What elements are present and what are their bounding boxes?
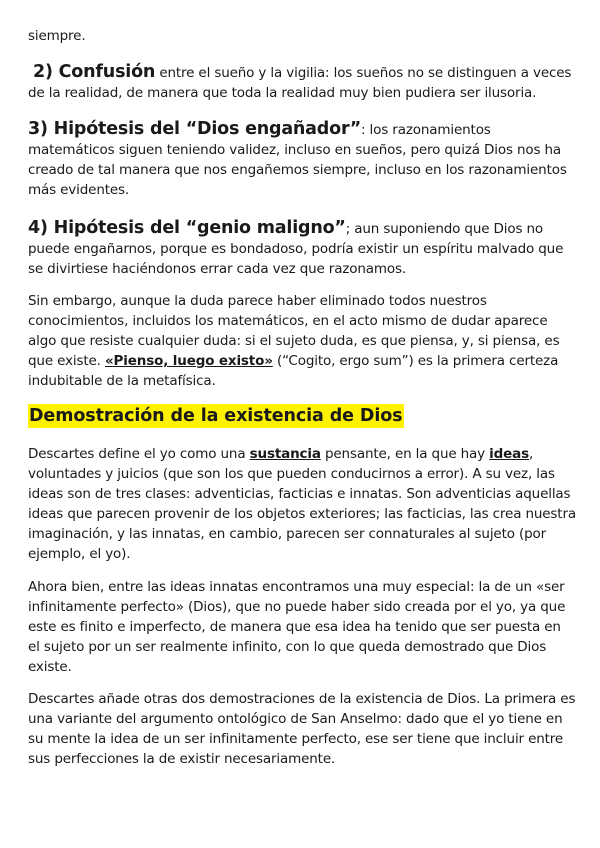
heading-genio-maligno: 4) Hipótesis del “genio maligno” bbox=[28, 218, 346, 238]
section-title: Demostración de la existencia de Dios bbox=[29, 406, 403, 426]
paragraph-text: (“Cogito, ergo sum”) es la primera certeza indubitable de la metafísica. bbox=[28, 353, 559, 389]
paragraph-text: Descartes define el yo como una bbox=[28, 446, 250, 462]
heading-confusion: 2) Confusión bbox=[33, 62, 156, 82]
cogito-emphasis: «Pienso, luego existo» bbox=[104, 353, 273, 369]
paragraph-text: Sin embargo, aunque la duda parece haber eliminado todos nuestros conocimientos, incluidos los matemáticos, en el acto mismo de dudar aparece algo que resiste cualquier duda: si el sujeto duda, es que piensa, y, si piensa, es que existe. bbox=[28, 293, 560, 369]
paragraph-ser-infinito bbox=[28, 577, 576, 677]
paragraph-dios-enganador bbox=[28, 119, 576, 200]
paragraph-cogito bbox=[28, 291, 576, 391]
paragraph-genio-maligno bbox=[28, 218, 576, 279]
paragraph-ontologico bbox=[28, 689, 576, 769]
paragraph-text: Ahora bien, entre las ideas innatas encontramos una muy especial: la de un «ser infinitamente perfecto» (Dios), que no puede haber sido creada por el yo, ya que este es finito e imperfecto, de manera que esa idea ha tenido que ser puesta en el sujeto por un ser realmente infinito, con lo que queda demostrado que Dios existe. bbox=[28, 579, 566, 675]
paragraph-continuation bbox=[28, 26, 576, 46]
term-ideas: ideas bbox=[489, 446, 530, 462]
paragraph-text: ; aun suponiendo que Dios no puede engañarnos, porque es bondadoso, podría existir un espíritu malvado que se divirtiese haciéndonos errar cada vez que razonamos. bbox=[28, 221, 564, 277]
paragraph-text: : los razonamientos matemáticos siguen teniendo validez, incluso en sueños, pero quizá Dios nos ha creado de tal manera que nos engañemos siempre, incluso en los razonamientos más evidentes. bbox=[28, 122, 567, 198]
paragraph-text: siempre. bbox=[28, 28, 86, 44]
paragraph-confusion bbox=[28, 62, 576, 103]
paragraph-text: , voluntades y juicios (que son los que pueden conducirnos a error). A su vez, las ideas son de tres clases: adventicias, facticias e innatas. Son adventicias aquellas ideas que parecen provenir de los objetos exteriores; las facticias, las crea nuestra imaginación, y las innatas, en cambio, parecen ser connaturales al sujeto (por ejemplo, el yo). bbox=[28, 446, 576, 562]
paragraph-text: entre el sueño y la vigilia: los sueños no se distinguen a veces de la realidad, de manera que toda la realidad muy bien pudiera ser ilusoria. bbox=[28, 65, 572, 101]
paragraph-ideas bbox=[28, 444, 576, 564]
paragraph-text: Descartes añade otras dos demostraciones de la existencia de Dios. La primera es una variante del argumento ontológico de San Anselmo: dado que el yo tiene en su mente la idea de un ser infinitamente perfecto, ese ser tiene que incluir entre sus perfecciones la de existir necesariamente. bbox=[28, 691, 576, 767]
paragraph-text: pensante, en la que hay bbox=[320, 446, 490, 462]
heading-dios-enganador: 3) Hipótesis del “Dios engañador” bbox=[28, 119, 362, 139]
term-sustancia: sustancia bbox=[249, 446, 321, 462]
